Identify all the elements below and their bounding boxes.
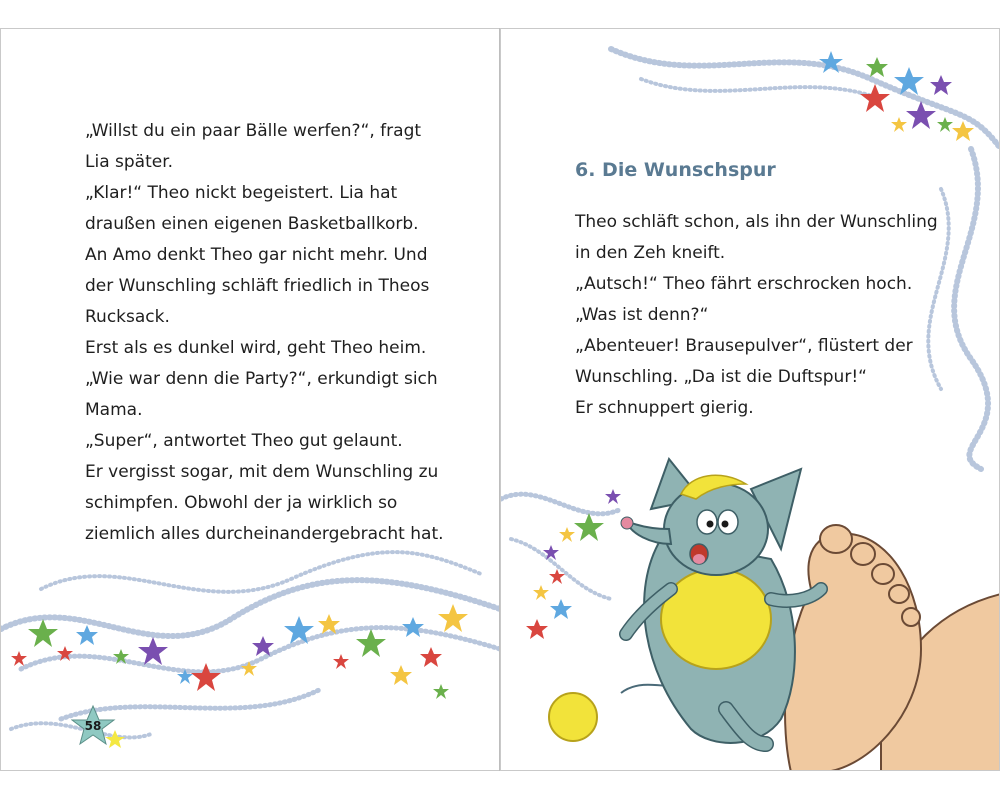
page-number-badge — [71, 704, 131, 754]
text-line: Erst als es dunkel wird, geht Theo heim. — [85, 338, 427, 358]
colored-stars-top — [819, 51, 974, 141]
text-line: „Klar!“ Theo nickt begeistert. Lia hat — [85, 183, 398, 203]
text-line: in den Zeh kneift. — [575, 243, 726, 263]
right-text-block — [575, 207, 955, 424]
text-line: Wunschling. „Da ist die Duftspur!“ — [575, 367, 867, 387]
text-line: „Autsch!“ Theo fährt erschrocken hoch. — [575, 274, 913, 294]
text-line: Theo schläft schon, als ihn der Wunschling — [575, 212, 938, 232]
text-line: Lia später. — [85, 152, 174, 172]
right-page — [500, 28, 1000, 771]
text-line: „Was ist denn?“ — [575, 305, 709, 325]
text-line: schimpfen. Obwohl der ja wirklich so — [85, 493, 398, 513]
wunschling-creature — [549, 459, 821, 744]
text-line: Mama. — [85, 400, 143, 420]
text-line: An Amo denkt Theo gar nicht mehr. Und — [85, 245, 428, 265]
text-line: „Abenteuer! Brausepulver“, flüstert der — [575, 336, 913, 356]
text-line: draußen einen eigenen Basketballkorb. — [85, 214, 419, 234]
left-page — [0, 28, 500, 771]
text-line: Er vergisst sogar, mit dem Wunschling zu — [85, 462, 439, 482]
text-line: „Willst du ein paar Bälle werfen?“, fragt — [85, 121, 422, 141]
text-line: der Wunschling schläft friedlich in Theos — [85, 276, 430, 296]
chapter-title: 6. Die Wunschspur — [575, 159, 776, 181]
text-line: „Wie war denn die Party?“, erkundigt sich — [85, 369, 438, 389]
page-number: 58 — [84, 719, 102, 733]
text-line: Er schnuppert gierig. — [575, 398, 754, 418]
sparkle-trail-illustration — [1, 29, 500, 771]
text-line: ziemlich alles durcheinandergebracht hat. — [85, 524, 444, 544]
book-spread — [0, 28, 1000, 771]
text-line: Rucksack. — [85, 307, 170, 327]
foot-illustration — [785, 525, 1000, 771]
text-line: „Super“, antwortet Theo gut gelaunt. — [85, 431, 403, 451]
